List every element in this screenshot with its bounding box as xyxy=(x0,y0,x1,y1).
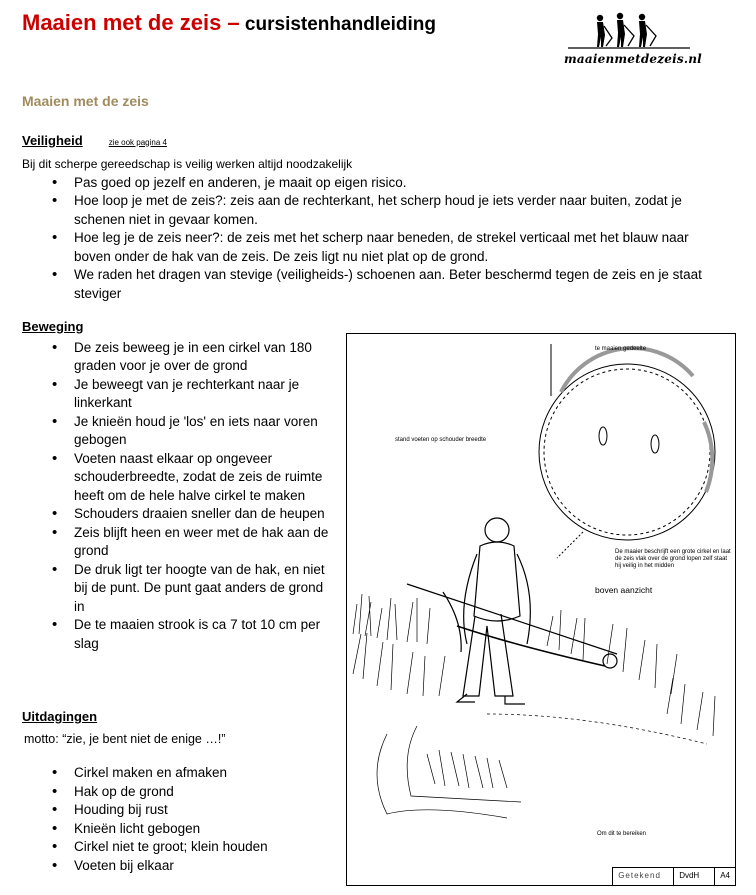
mowers-logo-icon xyxy=(560,8,700,52)
section-veiligheid xyxy=(22,132,712,303)
title-main: Maaien met de zeis – xyxy=(22,10,240,35)
list-item: • Hak op de grond xyxy=(22,783,334,802)
mowing-illustration xyxy=(346,333,736,886)
list-veiligheid xyxy=(22,174,712,304)
list-item: • Houding bij rust xyxy=(22,801,334,820)
list-item: • Zeis blijft heen en weer met de hak aan de grond xyxy=(22,524,334,561)
list-item: • We raden het dragen van stevige (veiligheids-) schoenen aan. Beter beschermd tegen de zeis en je staat steviger xyxy=(22,266,712,303)
list-item: • Je beweegt van je rechterkant naar je linkerkant xyxy=(22,376,334,413)
stamp-author: DvdH xyxy=(674,868,715,885)
list-beweging xyxy=(22,339,334,654)
list-item: • Hoe leg je de zeis neer?: de zeis met het scherp naar beneden, de strekel verticaal met het blauw naar boven onder de hak van de zeis. De zeis ligt nu niet plat op de grond. xyxy=(22,229,712,266)
list-item: • Pas goed op jezelf en anderen, je maait op eigen risico. xyxy=(22,174,712,193)
heading-veiligheid: Veiligheid zie ook pagina 4 xyxy=(22,133,167,148)
list-item: • De zeis beweeg je in een cirkel van 180 graden voor je over de grond xyxy=(22,339,334,376)
stamp-getekend: Getekend xyxy=(613,868,674,885)
logo xyxy=(560,8,700,70)
list-item: • Hoe loop je met de zeis?: zeis aan de rechterkant, het scherp houd je iets verder naar buiten, zodat je schenen niet in gevaar komen. xyxy=(22,192,712,229)
label-stand-voeten: stand voeten op schouder breedte xyxy=(395,437,487,443)
list-item: • De druk ligt ter hoogte van de hak, en niet bij de punt. De punt gaat anders de grond in xyxy=(22,561,334,617)
label-te-maaien: te maaien gedeelte xyxy=(595,346,647,352)
list-item: • De te maaien strook is ca 7 tot 10 cm per slag xyxy=(22,616,334,653)
drawing-stamp xyxy=(612,867,735,885)
label-boven-aanzicht: boven aanzicht xyxy=(595,585,653,595)
list-item: • Cirkel maken en afmaken xyxy=(22,764,334,783)
list-item: • Voeten naast elkaar op ongeveer schouderbreedte, zodat de zeis de ruimte heeft om de hele halve cirkel te maken xyxy=(22,450,334,506)
heading-beweging: Beweging xyxy=(22,319,84,334)
mower-drawing-icon xyxy=(347,334,735,885)
stamp-format: A4 xyxy=(720,871,730,880)
document-title xyxy=(22,10,436,36)
list-item: • Voeten bij elkaar xyxy=(22,857,334,876)
section-beweging xyxy=(22,318,334,653)
list-item: • Je knieën houd je 'los' en iets naar voren gebogen xyxy=(22,413,334,450)
title-sub: cursistenhandleiding xyxy=(239,14,437,35)
list-item: • Knieën licht gebogen xyxy=(22,820,334,839)
section-uitdagingen xyxy=(22,708,334,875)
intro-text: Bij dit scherpe gereedschap is veilig werken altijd noodzakelijk xyxy=(22,156,353,171)
list-item: • Schouders draaien sneller dan de heupen xyxy=(22,505,334,524)
label-maaier: De maaier beschrijft een grote cirkel en laat de zeis vlak over de grond lopen zelf staat hij veilig in het midden xyxy=(615,549,731,569)
list-uitdagingen xyxy=(22,764,334,875)
logo-text: maaienmetdezeis.nl xyxy=(564,52,702,66)
label-om-dit: Om dit te bereiken xyxy=(597,831,647,837)
heading-uitdagingen: Uitdagingen xyxy=(22,709,98,724)
note-page-ref: zie ook pagina 4 xyxy=(108,138,167,147)
list-item: • Cirkel niet te groot; klein houden xyxy=(22,838,334,857)
section-heading: Maaien met de zeis xyxy=(22,93,149,109)
motto: motto: “zie, je bent niet de enige …!” xyxy=(24,731,226,746)
